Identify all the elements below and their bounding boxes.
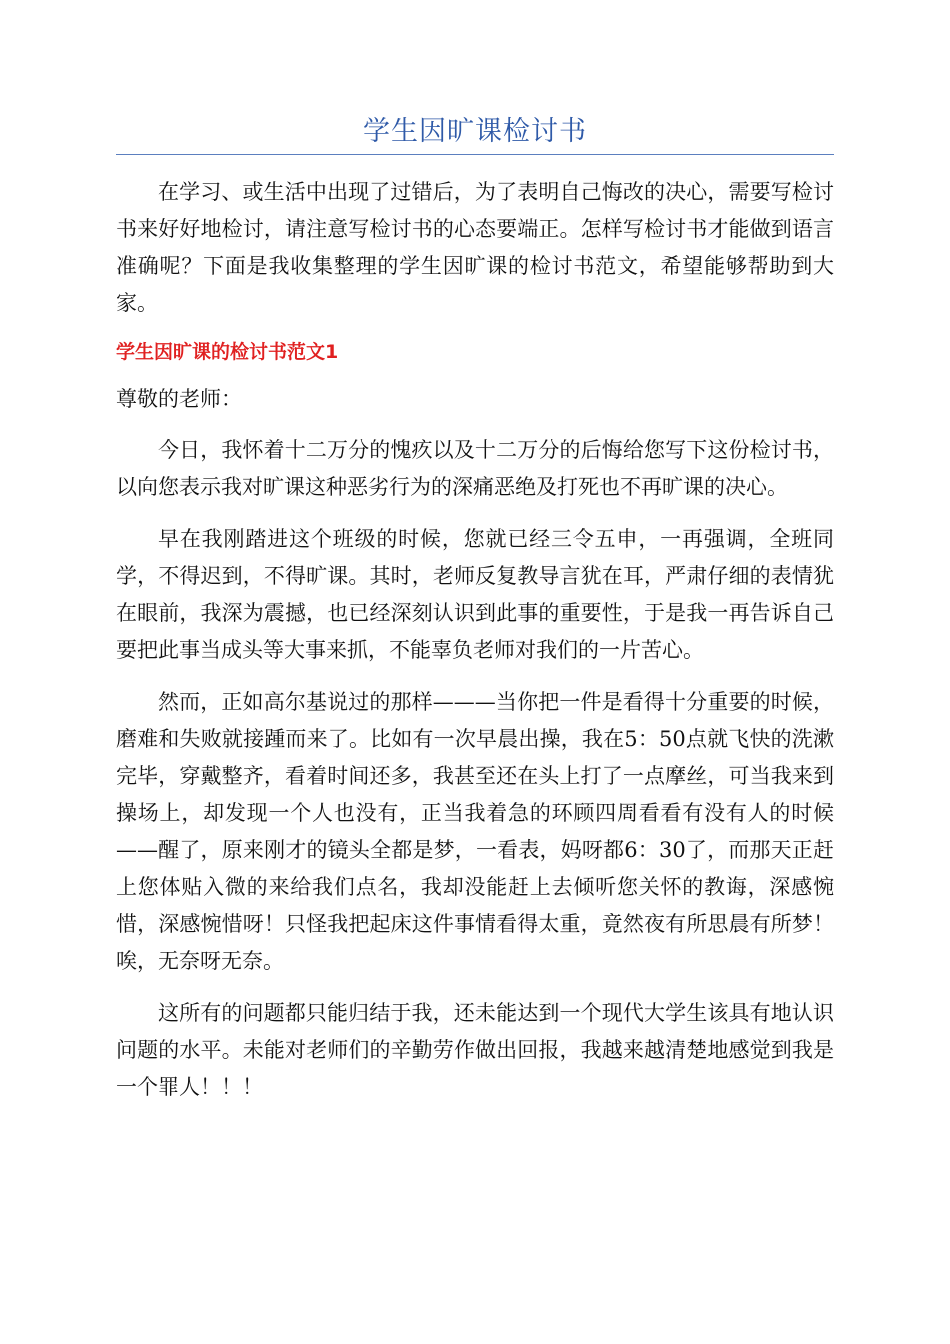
body-paragraph: 这所有的问题都只能归结于我，还未能达到一个现代大学生该具有地认识问题的水平。未能对老师们的辛勤劳作做出回报，我越来越清楚地感觉到我是一个罪人！！！ (116, 1001, 834, 1099)
title-underline (116, 154, 834, 155)
intro-paragraph: 在学习、或生活中出现了过错后，为了表明自己悔改的决心，需要写检讨书来好好地检讨，请注意写检讨书的心态要端正。怎样写检讨书才能做到语言准确呢？下面是我收集整理的学生因旷课的检讨书范文，希望能够帮助到大家。 (116, 180, 834, 315)
document-title: 学生因旷课检讨书 (363, 116, 587, 147)
document-body (116, 174, 834, 1121)
body-paragraph: 早在我刚踏进这个班级的时候，您就已经三令五申，一再强调，全班同学，不得迟到，不得旷课。其时，老师反复教导言犹在耳，严肃仔细的表情犹在眼前，我深为震撼，也已经深刻认识到此事的重要性，于是我一再告诉自己要把此事当成头等大事来抓，不能辜负老师对我们的一片苦心。 (116, 527, 834, 662)
salutation: 尊敬的老师： (116, 387, 242, 411)
body-paragraph: 然而，正如高尔基说过的那样———当你把一件是看得十分重要的时候，磨难和失败就接踵而来了。比如有一次早晨出操，我在5：50点就飞快的洗漱完毕，穿戴整齐，看着时间还多，我甚至还在头上打了一点摩丝，可当我来到操场上，却发现一个人也没有，正当我着急的环顾四周看看有没有人的时候——醒了，原来刚才的镜头全都是梦，一看表，妈呀都6：30了，而那天正赶上您体贴入微的来给我们点名，我却没能赶上去倾听您关怀的教诲，深感惋惜，深感惋惜呀！只怪我把起床这件事情看得太重，竟然夜有所思晨有所梦！唉，无奈呀无奈。 (116, 690, 834, 973)
body-paragraph: 今日，我怀着十二万分的愧疚以及十二万分的后悔给您写下这份检讨书，以向您表示我对旷课这种恶劣行为的深痛恶绝及打死也不再旷课的决心。 (116, 438, 834, 499)
section-heading: 学生因旷课的检讨书范文1 (116, 341, 339, 363)
